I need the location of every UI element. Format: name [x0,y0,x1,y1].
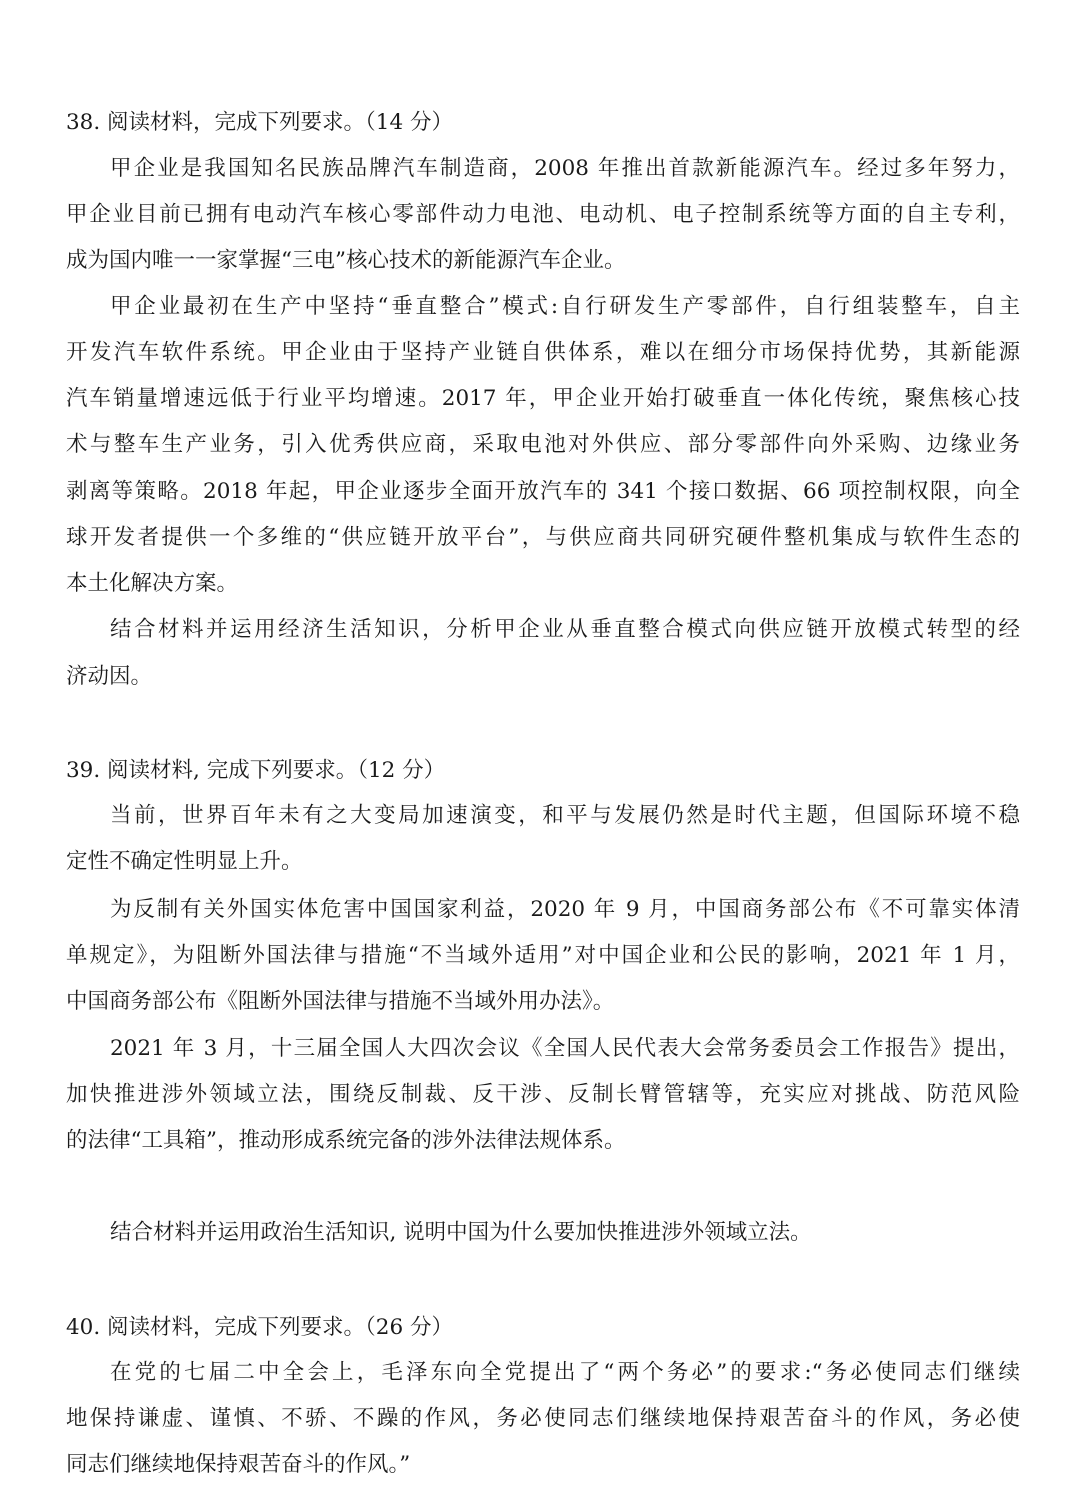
q39-line-5: 中国商务部公布《阻断外国法律与措施不当域外用办法》。 [66,989,615,1014]
q38-line-8: 剥离等策略。2018 年起，甲企业逐步全面开放汽车的 341 个接口数据、66 项控制权限，向全 [66,479,1020,504]
q39-line-1: 当前，世界百年未有之大变局加速演变，和平与发展仍然是时代主题，但国际环境不稳 [110,803,1020,828]
q38-heading: 38. 阅读材料，完成下列要求。（14 分） [66,110,453,135]
q38-line-6: 汽车销量增速远低于行业平均增速。2017 年，甲企业开始打破垂直一体化传统，聚焦核心技 [66,386,1020,411]
q38-line-9: 球开发者提供一个多维的“供应链开放平台”，与供应商共同研究硬件整机集成与软件生态的 [66,525,1020,550]
q38-line-5: 开发汽车软件系统。甲企业由于坚持产业链自供体系，难以在细分市场保持优势，其新能源 [66,340,1020,365]
q38-line-7: 术与整车生产业务，引入优秀供应商，采取电池对外供应、部分零部件向外采购、边缘业务 [66,432,1020,457]
q38-line-4: 甲企业最初在生产中坚持“垂直整合”模式:自行研发生产零部件，自行组装整车，自主 [110,294,1020,319]
q39-line-7: 加快推进涉外领域立法，围绕反制裁、反干涉、反制长臂管辖等，充实应对挑战、防范风险 [66,1082,1020,1107]
q39-line-2: 定性不确定性明显上升。 [66,849,303,874]
q40-line-2: 地保持谦虚、谨慎、不骄、不躁的作风，务必使同志们继续地保持艰苦奋斗的作风，务必使 [66,1406,1020,1431]
q39-line-6: 2021 年 3 月，十三届全国人大四次会议《全国人民代表大会常务委员会工作报告》提出， [110,1036,1020,1061]
q39-line-8: 的法律“工具箱”，推动形成系统完备的涉外法律法规体系。 [66,1128,626,1153]
q38-line-10: 本土化解决方案。 [66,571,239,596]
q40-heading: 40. 阅读材料，完成下列要求。（26 分） [66,1315,453,1340]
q40-line-1: 在党的七届二中全会上，毛泽东向全党提出了“两个务必”的要求:“务必使同志们继续 [110,1360,1020,1385]
q38-question-line-2: 济动因。 [66,664,153,689]
q38-line-2: 甲企业目前已拥有电动汽车核心零部件动力电池、电动机、电子控制系统等方面的自主专利， [66,202,1020,227]
q39-question: 结合材料并运用政治生活知识, 说明中国为什么要加快推进涉外领域立法。 [110,1220,812,1245]
q39-heading: 39. 阅读材料, 完成下列要求。（12 分） [66,758,446,783]
q39-line-3: 为反制有关外国实体危害中国国家利益，2020 年 9 月，中国商务部公布《不可靠实体清 [110,897,1020,922]
q40-line-3: 同志们继续地保持艰苦奋斗的作风。” [66,1452,411,1477]
q39-line-4: 单规定》，为阻断外国法律与措施“不当域外适用”对中国企业和公民的影响，2021 年 1 月， [66,943,1020,968]
q38-line-3: 成为国内唯一一家掌握“三电”核心技术的新能源汽车企业。 [66,248,626,273]
q38-question-line-1: 结合材料并运用经济生活知识，分析甲企业从垂直整合模式向供应链开放模式转型的经 [110,617,1020,642]
q38-line-1: 甲企业是我国知名民族品牌汽车制造商，2008 年推出首款新能源汽车。经过多年努力， [110,156,1020,181]
